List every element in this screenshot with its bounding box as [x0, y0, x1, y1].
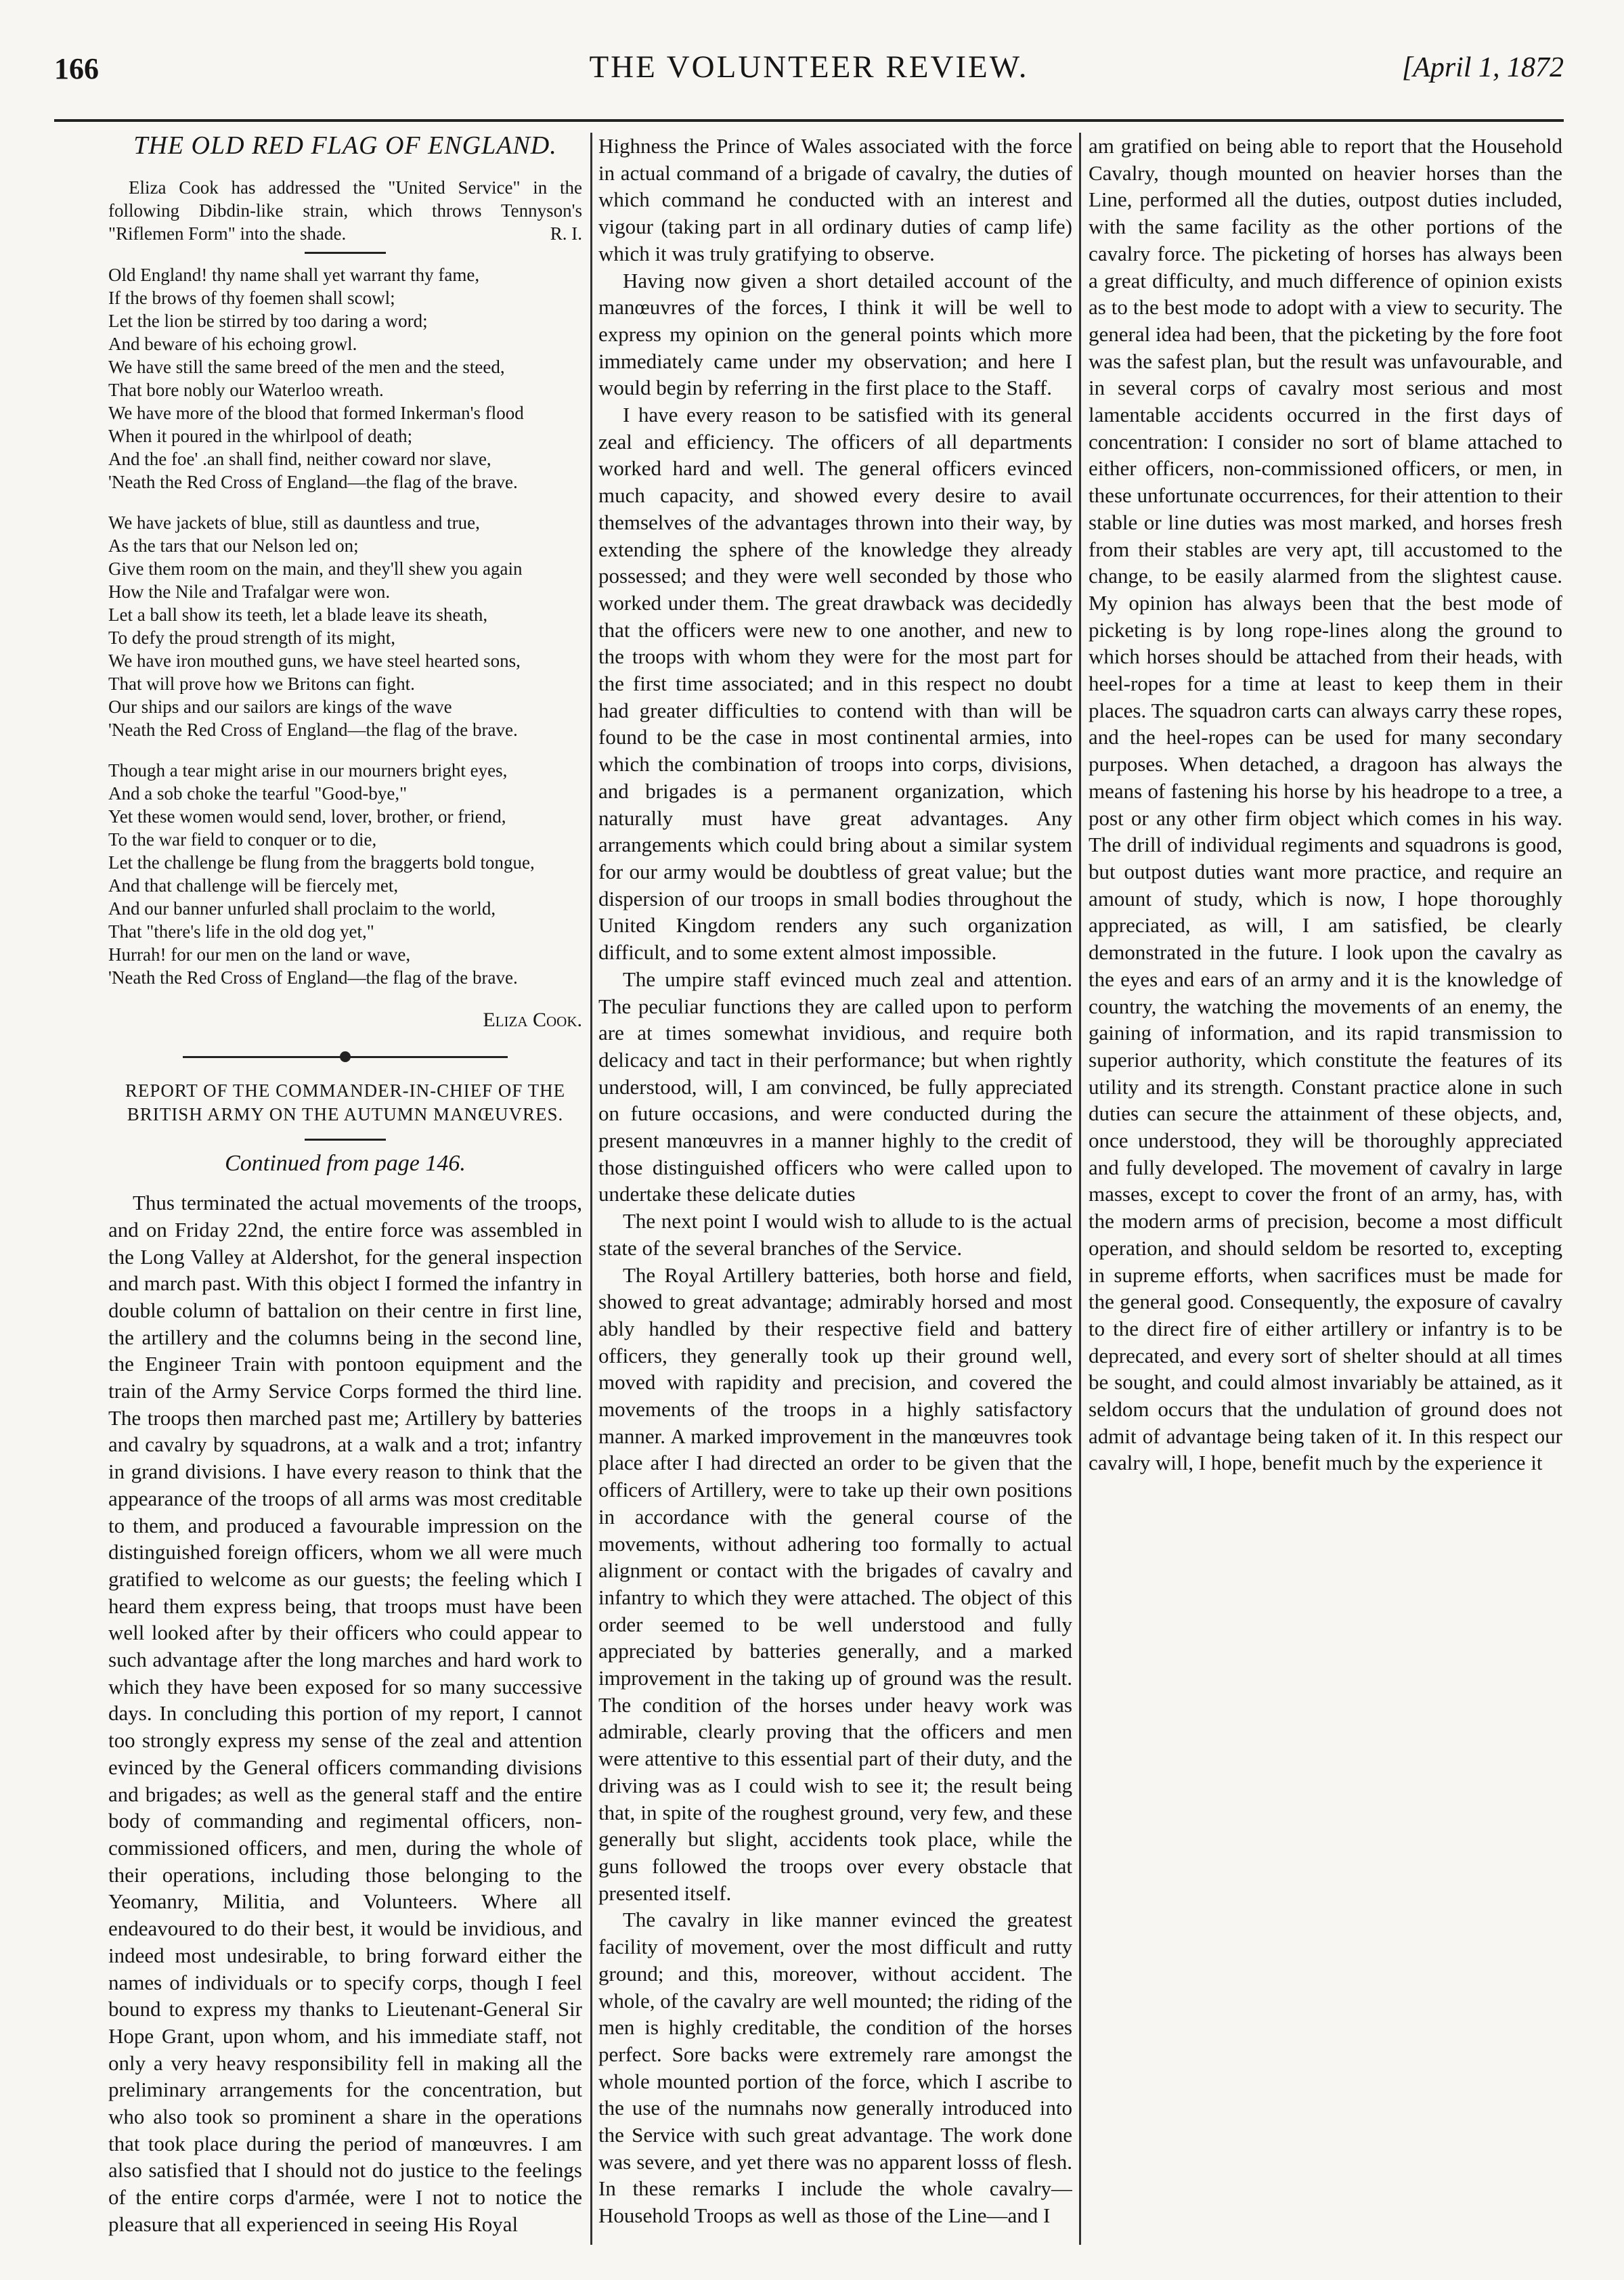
stanza — [108, 263, 582, 494]
page-header — [54, 42, 1564, 107]
report-paragraph: am gratified on being able to report that the Household Cavalry, though mounted on heavier horses than the Line, performed all the duties, outpost duties included, with the same facility as the other portions of the cavalry force. The picketing of horses has always been a great difficulty, and much difference of opinion exists as to the best mode to adopt with a view to security. The general idea had been, that the picketing by the fore foot was the safest plan, but the result was unfavourable, and in several corps of cavalry most serious and most lamentable accidents occurred in the first days of concentration: I consider no sort of blame attached to either officers, non-commissioned officers, or men, in these unfortunate occurrences, for their attention to their stable or line duties was most marked, and horses fresh from their stables are very apt, till accustomed to the change, to be easily alarmed from the slightest cause. My opinion has always been that the best mode of picketing is by long rope-lines along the ground to which horses should be attached from their heads, with heel-ropes for a time at least to keep them in their places. The squadron carts can always carry these ropes, and the heel-ropes can be used for many secondary purposes. When detached, a dragoon has always the means of fastening his horse by his headrope to a tree, a post or any other firm object which comes in his way. The drill of individual regiments and squadrons is good, but outpost duties want more practice, and require an amount of study, which is now, I hope thoroughly appreciated, as will, I am satisfied, be clearly demonstrated in the future. I look upon the cavalry as the eyes and ears of an army and it is the knowledge of country, the watching the movements of an enemy, the gaining of information, and its rapid transmission to superior authority, which constitute the features of its utility and its strength. Constant practice alone in such duties can secure the attainment of these objects, and, once understood, they will be thoroughly appreciated and fully developed. The movement of cavalry in large masses, except to cover the front of an army, has, with the modern arms of precision, become a most difficult operation, and should seldom be resorted to, excepting in supreme efforts, when sacrifices must be made for the general good. Consequently, the exposure of cavalry to the direct fire of either artillery or infantry is to be deprecated, and every sort of shelter should at all times be sought, and could almost invariably be attained, as it seldom occurs that the undulation of ground does not admit of advantage being taken of it. In this respect our cavalry will, I hope, benefit much by the experience it — [1089, 134, 1562, 1475]
short-rule — [305, 1139, 386, 1141]
poem-line: Though a tear might arise in our mourners bright eyes, — [108, 760, 508, 781]
report-paragraph: The next point I would wish to allude to is the actual state of the several branches of the Service. — [598, 1209, 1072, 1260]
issue-date: [April 1, 1872 — [1401, 52, 1564, 83]
poem-line: As the tars that our Nelson led on; — [108, 535, 359, 556]
journal-title: THE VOLUNTEER REVIEW. — [589, 49, 1029, 85]
report-paragraph: The Royal Artillery batteries, both horse and field, showed to great advantage; admirably horsed and most ably handled by their respective field and battery officers, they generally took up their ground well, moved with rapidity and precision, and covered the movements of the troops in a highly satisfactory manner. A marked improvement in the manœuvres took place after I had directed an order to be given that the officers of Artillery, were to take up their own positions in accordance with the general course of the movements, without adhering too formally to actual alignment or contact with the brigades of cavalry and infantry to which they were attached. The object of this order seemed to be well understood and fully appreciated by batteries generally, and a marked improvement in the taking up of ground was the result. The condition of the horses under heavy work was admirable, clearly proving that the officers and men were attentive to this essential part of their duty, and the driving was as I could wish to see it; the result being that, in spite of the roughest ground, very few, and these generally but slight, accidents took place, while the guns followed the troops over every obstacle that presented itself. — [598, 1263, 1072, 1905]
poem-line: And the foe' .an shall find, neither coward nor slave, — [108, 448, 491, 469]
poem-line: To defy the proud strength of its might, — [108, 627, 396, 648]
report-paragraph: Highness the Prince of Wales associated with the force in actual command of a brigade of cavalry, the duties of which command he conducted with an interest and vigour (taking part in all ordinary duties of camp life) which it was truly gratifying to observe. — [598, 134, 1072, 265]
poem-line: 'Neath the Red Cross of England—the flag of the brave. — [108, 967, 518, 988]
poem-line: Old England! thy name shall yet warrant thy fame, — [108, 264, 480, 285]
report-title: REPORT OF THE COMMANDER-IN-CHIEF OF THE BRITISH ARMY ON THE AUTUMN MANŒUVRES. — [125, 1080, 566, 1125]
page-number: 166 — [54, 52, 99, 85]
poem-line: Hurrah! for our men on the land or wave, — [108, 944, 411, 965]
poem-line: 'Neath the Red Cross of England—the flag of the brave. — [108, 719, 518, 740]
poem-line: That bore nobly our Waterloo wreath. — [108, 379, 384, 400]
poem-line: We have still the same breed of the men and the steed, — [108, 356, 505, 377]
poem-line: Let a ball show its teeth, let a blade leave its sheath, — [108, 604, 488, 625]
poem-signature: Eliza Cook. — [483, 1008, 582, 1031]
report-paragraph: The cavalry in like manner evinced the greatest facility of movement, over the most difficult and rutty ground; and this, moreover, without accident. The whole, of the cavalry are well mounted; the riding of the men is highly creditable, the condition of the horses perfect. Sore backs were extremely rare amongst the whole mounted portion of the force, which I ascribe to the use of the numnahs now generally introduced into the Service with such great advantage. The work done was severe, and yet there was no apparent losss of flesh. In these remarks I include the whole cavalry—Household Troops as well as those of the Line—and I — [598, 1908, 1072, 2228]
report-paragraph: I have every reason to be satisfied with its general zeal and efficiency. The officers of all departments worked hard and well. The general officers evinced much capacity, and showed every desire to avail themselves of the advantages thrown into their way, by extending the sphere of the knowledge they already possessed; and they were well seconded by those who worked under them. The great drawback was decidedly that the officers were new to one another, and new to the troops with whom they were for the most part for the first time associated; and in this respect no doubt had greater difficulties to contend with than will be found to be the case in most continental armies, into which the combination of troops into corps, divisions, and brigades is a permanent organization, which naturally must have great advantages. Any arrangements which could bring about a similar system for our army would be doubtless of great value; but the dispersion of our troops in small bodies throughout the United Kingdom renders any such organization difficult, and to some extent almost impossible. — [598, 403, 1072, 965]
poem-line: If the brows of thy foemen shall scowl; — [108, 287, 395, 308]
poem-line: We have iron mouthed guns, we have steel hearted sons, — [108, 650, 521, 671]
poem-line: Yet these women would send, lover, brother, or friend, — [108, 806, 506, 827]
poem-line: And beware of his echoing growl. — [108, 333, 357, 354]
column-1 — [108, 133, 582, 2245]
column-divider — [1079, 133, 1081, 2245]
poem-line: And our banner unfurled shall proclaim to the world, — [108, 898, 496, 919]
poem-line: Give them room on the main, and they'll shew you again — [108, 558, 523, 579]
poem-title: THE OLD RED FLAG OF ENGLAND. — [133, 133, 557, 160]
report-paragraph: The umpire staff evinced much zeal and attention. The peculiar functions they are called upon to perform are at times somewhat invidious, and require both delicacy and tact in their performance; but when rightly understood, will, I am convinced, be fully appreciated on future occasions, and were conducted during the present manœuvres in a manner highly to the credit of those distinguished officers who were called upon to undertake these delicate duties — [598, 967, 1072, 1206]
poem-line: How the Nile and Trafalgar were won. — [108, 581, 391, 602]
poem-line: When it poured in the whirlpool of death; — [108, 425, 413, 446]
poem-line: That "there's life in the old dog yet," — [108, 921, 374, 942]
section-separator — [108, 1047, 582, 1067]
header-rule — [54, 119, 1564, 122]
report-body — [108, 1189, 582, 2237]
short-rule — [305, 252, 386, 254]
poem-line: That will prove how we Britons can fight. — [108, 673, 415, 694]
column-3 — [1089, 133, 1562, 2245]
poem-line: Let the challenge be flung from the braggerts bold tongue, — [108, 852, 535, 873]
stanza — [108, 759, 582, 989]
poem-line: We have more of the blood that formed Inkerman's flood — [108, 402, 524, 423]
column-2 — [598, 133, 1072, 2245]
poem-line: 'Neath the Red Cross of England—the flag of the brave. — [108, 471, 518, 492]
poem-intro — [108, 176, 582, 245]
stanza — [108, 511, 582, 741]
column-divider — [590, 133, 592, 2245]
report-paragraph: Having now given a short detailed account of the manœuvres of the forces, I think it will be well to express my opinion on the general points which more immediately came under my observation; and here I would begin by referring in the first place to the Staff. — [598, 268, 1072, 400]
separator-ornament — [340, 1051, 351, 1062]
poem-line: And a sob choke the tearful "Good-bye," — [108, 783, 408, 804]
poem-intro-initials: R. I. — [550, 223, 582, 244]
continued-note: Continued from page 146. — [225, 1151, 466, 1177]
poem-line: And that challenge will be fiercely met, — [108, 875, 399, 896]
poem-intro-text: Eliza Cook has addressed the "United Service" in the following Dibdin-like strain, which throws Tennyson's "Riflemen Form" into the shade. — [108, 177, 582, 244]
poem-line: To the war field to conquer or to die, — [108, 829, 377, 850]
poem-line: Our ships and our sailors are kings of the wave — [108, 696, 452, 717]
report-paragraph: Thus terminated the actual movements of the troops, and on Friday 22nd, the entire force was assembled in the Long Valley at Aldershot, for the general inspection and march past. With this object I formed the infantry in double column of battalion on their centre in first line, the artillery and the columns being in the second line, the Engineer Train with pontoon equipment and the train of the Army Service Corps formed the third line. The troops then marched past me; Artillery by batteries and cavalry by squadrons, at a walk and a trot; infantry in grand divisions. I have every reason to think that the appearance of the troops of all arms was most creditable to them, and produced a favourable impression on the distinguished foreign officers, whom we all were much gratified to welcome as our guests; the feeling which I heard them express being, that troops must have been well looked after by their officers who could appear to such advantage after the long marches and hard work to which they have been exposed for so many successive days. In concluding this portion of my report, I cannot too strongly express my sense of the zeal and attention evinced by the General officers commanding divisions and brigades; as well as the general staff and the entire body of commanding and regimental officers, non-commissioned officers, and men, during the whole of their operations, including those belonging to the Yeomanry, Militia, and Volunteers. Where all endeavoured to do their best, it would be invidious, and indeed most undesirable, to bring forward either the names of individuals or to specify corps, though I feel bound to express my thanks to Lieutenant-General Sir Hope Grant, upon whom, and his immediate staff, not only a very heavy responsibility fell in making all the preliminary arrangements for the concentration, but who also took so prominent a share in the operations that took place during the period of manœuvres. I am also satisfied that I should not do justice to the feelings of the entire corps d'armée, were I not to notice the pleasure that all experienced in seeing His Royal — [108, 1191, 582, 2236]
poem-line: Let the lion be stirred by too daring a word; — [108, 310, 428, 331]
poem-line: We have jackets of blue, still as dauntless and true, — [108, 512, 480, 533]
